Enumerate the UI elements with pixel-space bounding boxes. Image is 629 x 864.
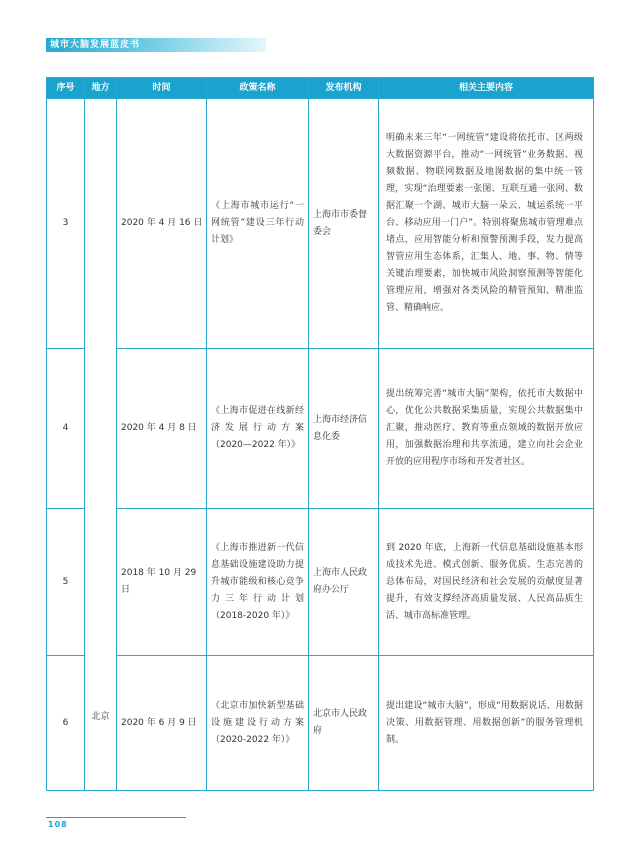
row-index: 6 (47, 656, 85, 791)
footer-divider (46, 817, 186, 818)
section-title: 城市大脑发展蓝皮书 (50, 40, 141, 50)
row-content (379, 349, 594, 509)
row-issuer-text: 上海市人民政府办公厅 (313, 568, 368, 595)
row-issuer (309, 509, 379, 656)
table-row (47, 349, 594, 509)
row-content-text: 明确未来三年“一网统管”建设将依托市、区两级大数据资源平台，推动“一网统管”业务数据、视频数据、物联网数据及地图数据的集中统一管理，实现“治理要素一张图、互联互通一张网、数据汇聚一个湖、城市大脑一朵云、城运系统一平台、移动应用一门户”。特别将聚焦城市管理难点堵点，应用智能分析和预警预测手段，发力提高智管应用生态体系，汇集人、地、事、物、情等关键治理要素，加快城市风险洞察预测等智能化管理应用，增强对各类风险的精管预知、精准监管、精确响应。 (386, 133, 583, 313)
row-content-text: 提出建设“城市大脑”，形成“用数据说话、用数据决策、用数据管理、用数据创新”的服务管理机制。 (386, 700, 583, 745)
row-content-text: 提出统筹完善“城市大脑”架构，依托市大数据中心，优化公共数据采集质量，实现公共数据集中汇聚，推动医疗、教育等重点领域的数据开放应用，加强数据治理和共享流通，建立向社会企业开放的应用程序市场和开发者社区。 (386, 389, 583, 467)
row-date (117, 99, 207, 349)
row-issuer-text: 上海市市委督委会 (313, 209, 368, 237)
row-date-text: 2018 年 10 月 29 日 (121, 568, 197, 595)
row-index: 4 (47, 349, 85, 509)
row-issuer-text: 上海市经济信息化委 (313, 414, 368, 442)
row-date-text: 2020 年 6 月 9 日 (121, 717, 197, 728)
row-issuer-text: 北京市人民政府 (313, 709, 368, 736)
header-index: 序号 (47, 78, 85, 99)
table-row (47, 509, 594, 656)
header-issuer: 发布机构 (309, 78, 379, 99)
row-policy-name (207, 509, 309, 656)
header-policy-name: 政策名称 (207, 78, 309, 99)
table-row (47, 656, 594, 791)
row-policy-name-text: 《上海市城市运行“一网统管”建设三年行动计划》 (211, 201, 304, 245)
row-policy-name-text: 《上海市促进在线新经济发展行动方案（2020—2022 年）》 (211, 406, 304, 450)
region-cell: 北京 (85, 99, 117, 791)
header-region: 地方 (85, 78, 117, 99)
row-date (117, 656, 207, 791)
row-date-text: 2020 年 4 月 16 日 (121, 218, 203, 228)
row-content (379, 656, 594, 791)
row-date-text: 2020 年 4 月 8 日 (121, 423, 197, 433)
row-issuer (309, 349, 379, 509)
policy-table (46, 77, 594, 791)
row-content-text: 到 2020 年底，上海新一代信息基础设施基本形成技术先进、模式创新、服务优质、生态完善的总体布局，对国民经济和社会发展的贡献度显著提升，有效支撑经济高质量发展、人民高品质生活、城市高标准管理。 (386, 542, 583, 621)
row-policy-name (207, 99, 309, 349)
row-issuer (309, 656, 379, 791)
row-policy-name (207, 349, 309, 509)
row-content (379, 99, 594, 349)
row-date (117, 509, 207, 656)
row-issuer (309, 99, 379, 349)
row-policy-name (207, 656, 309, 791)
table-row (47, 99, 594, 349)
header-date: 时间 (117, 78, 207, 99)
row-policy-name-text: 《北京市加快新型基础设施建设行动方案（2020-2022 年）》 (211, 700, 304, 745)
header-content: 相关主要内容 (379, 78, 594, 99)
row-content (379, 509, 594, 656)
page-number: 108 (48, 820, 68, 829)
row-index: 5 (47, 509, 85, 656)
row-date (117, 349, 207, 509)
table-header-row (47, 78, 594, 99)
row-index: 3 (47, 99, 85, 349)
row-policy-name-text: 《上海市推进新一代信息基础设施建设助力提升城市能级和核心竞争力三年行动计划（2018-2020 年）》 (211, 542, 304, 621)
